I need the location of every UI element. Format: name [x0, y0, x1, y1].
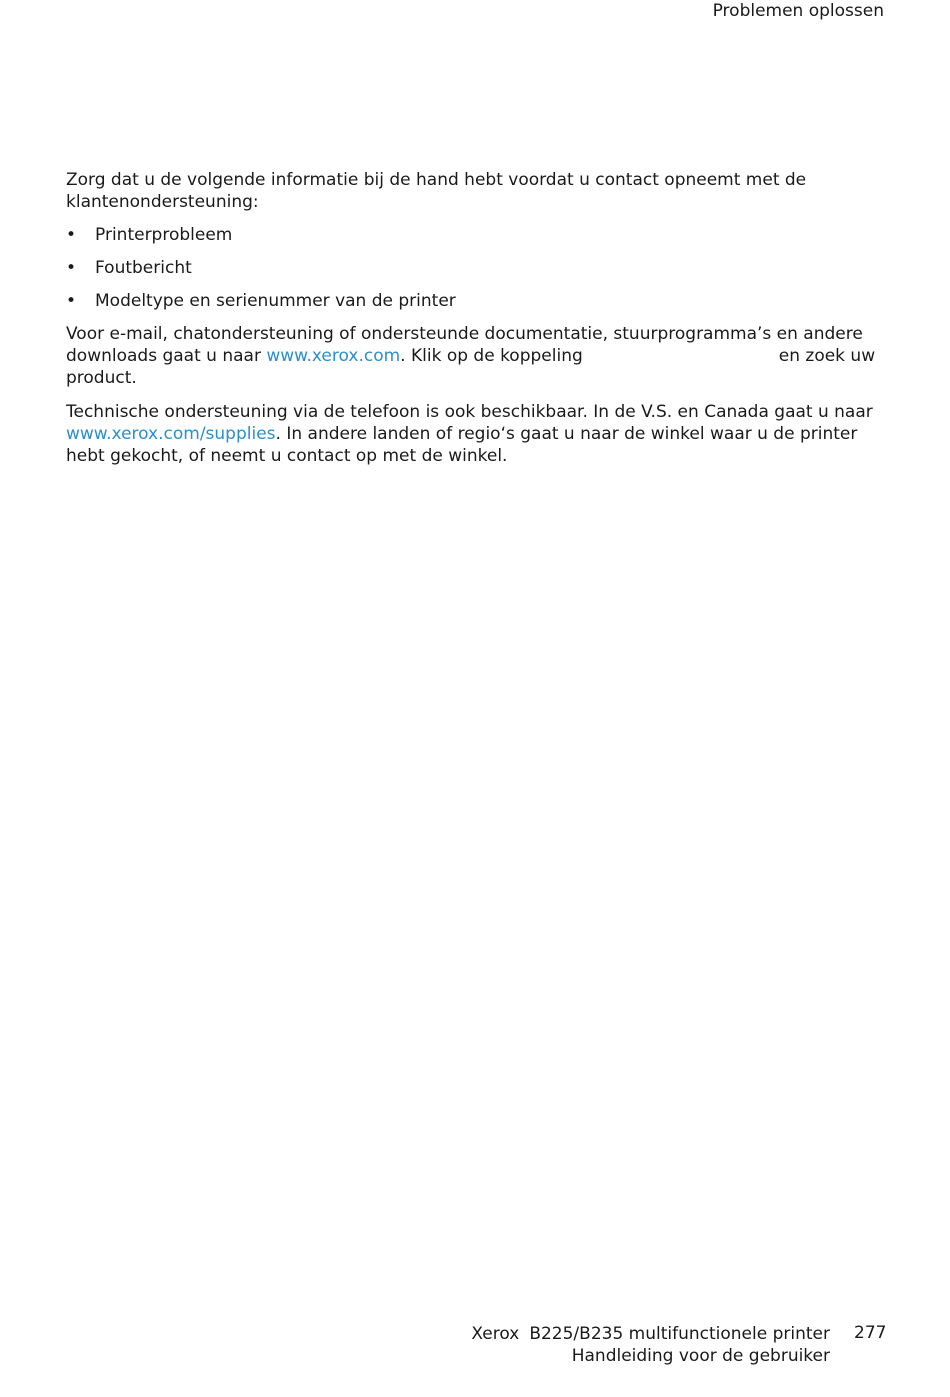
page-footer [471, 1323, 830, 1367]
footer-product: B225/B235 multifunctionele printer [529, 1324, 830, 1344]
phone-support-paragraph [66, 401, 886, 467]
support-text-middle: . Klik op de koppeling [400, 346, 583, 366]
phone-text-start: Technische ondersteuning via de telefoon is ook beschikbaar. In de V.S. en Canada gaat u naar [66, 402, 873, 422]
phone-text-end: . In andere landen of regio‘s gaat u naar de winkel waar u de printer hebt gekocht, of neemt u contact op met de winkel. [66, 424, 858, 466]
support-text-start: Voor e-mail, chatondersteuning of ondersteunde documentatie, stuurprogramma’s en andere downloads gaat u naar [66, 324, 863, 366]
main-content [66, 169, 886, 467]
footer-guide: Handleiding voor de gebruiker [571, 1346, 830, 1366]
footer-brand: Xerox [471, 1324, 520, 1344]
list-item [66, 224, 886, 246]
list-item-text: Foutbericht [95, 258, 192, 278]
footer-product-line [471, 1323, 830, 1345]
info-list [66, 224, 886, 312]
running-header-title: Problemen oplossen [712, 1, 884, 21]
support-paragraph [66, 323, 886, 389]
page-number: 277 [854, 1323, 887, 1343]
xerox-link[interactable]: www.xerox.com [266, 346, 401, 366]
intro-paragraph: Zorg dat u de volgende informatie bij de hand hebt voordat u contact opneemt met de klantenondersteuning: [66, 170, 807, 212]
support-text-end: en zoek uw product. [66, 346, 876, 388]
bullet-icon: • [66, 291, 77, 311]
list-item-text: Modeltype en serienummer van de printer [95, 291, 456, 311]
list-item-text: Printerprobleem [95, 225, 233, 245]
bullet-icon: • [66, 258, 77, 278]
list-item [66, 257, 886, 279]
supplies-link[interactable]: www.xerox.com/supplies [66, 424, 276, 444]
list-item [66, 290, 886, 312]
bullet-icon: • [66, 225, 77, 245]
